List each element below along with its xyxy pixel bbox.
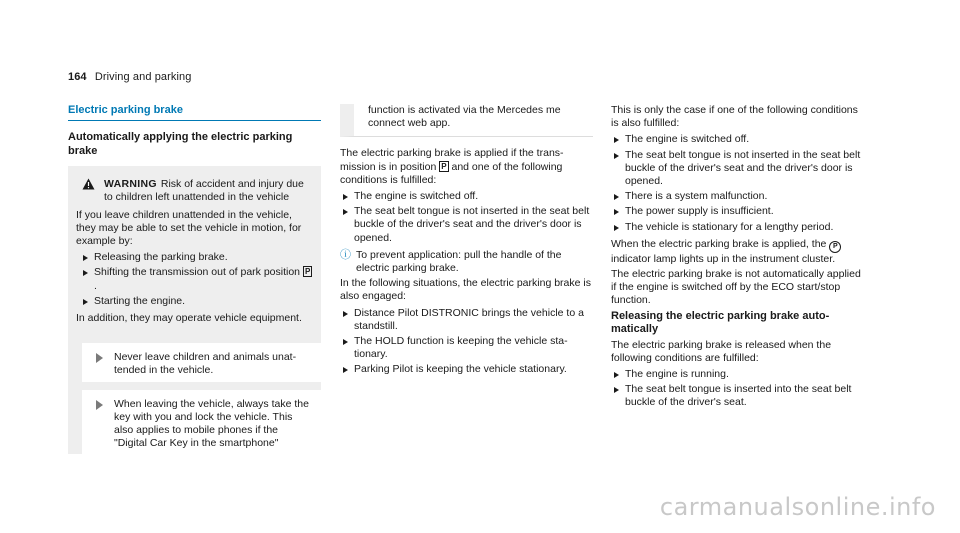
column-1	[68, 104, 321, 454]
warning-label: WARNING	[104, 178, 157, 191]
park-position-symbol: P	[304, 267, 311, 277]
warning-body: If you leave children unattended in the vehicle, they may be able to set the vehicle in motion, for example by:	[76, 208, 302, 248]
intro-paragraph: The electric parking brake is applied if the transmission is in position P and one of the following conditions is fulfilled:	[340, 147, 564, 186]
list-item: The engine is switched off.	[340, 190, 593, 203]
subhead-release: Releasing the electric parking brake automatically	[611, 309, 830, 336]
page-header	[68, 71, 192, 83]
info-icon: ⓘ	[340, 248, 351, 261]
play-triangle-icon	[96, 351, 114, 363]
release-conditions-list	[611, 368, 864, 410]
indicator-paragraph: When the electric parking brake is applied, the P indicator lamp lights up in the instrument cluster.	[611, 238, 864, 266]
eco-paragraph: The electric parking brake is not automatically applied if the engine is switched off by the ECO start/stop function.	[611, 268, 861, 307]
note-box	[68, 335, 321, 381]
note-text: When leaving the vehicle, always take the key with you and lock the vehicle. This also applies to mobile phones if the "Digital Car Key in the smartphone"	[114, 397, 309, 450]
conditions-list	[611, 133, 864, 233]
play-triangle-icon	[96, 398, 114, 410]
section-title: Electric parking brake	[68, 104, 321, 121]
note-continuation-text: function is activated via the Mercedes me connect web app.	[368, 104, 561, 130]
situations-paragraph: In the following situations, the electric parking brake is also engaged:	[340, 277, 591, 303]
condition-intro: This is only the case if one of the following conditions is also fulfilled:	[611, 104, 858, 130]
warning-list	[76, 251, 313, 308]
list-item: The seat belt tongue is not inserted in the seat belt buckle of the driver's seat and the driver's door is opened.	[340, 205, 593, 245]
list-item: The HOLD function is keeping the vehicle stationary.	[340, 335, 593, 361]
park-position-symbol: P	[441, 161, 447, 171]
warning-head-text: Risk of accident and injury due to children left unattended in the vehicle	[104, 178, 304, 204]
warning-box	[68, 166, 321, 335]
list-item: Starting the engine.	[76, 295, 313, 308]
release-paragraph: The electric parking brake is released when the following conditions are fulfilled:	[611, 338, 832, 364]
list-item: The seat belt tongue is not inserted in the seat belt buckle of the driver's seat and the driver's door is opened.	[611, 149, 864, 189]
page-number: 164	[68, 71, 87, 83]
note-continuation	[340, 104, 593, 137]
list-item: The engine is running.	[611, 368, 864, 381]
conditions-list	[340, 190, 593, 245]
list-item: There is a system malfunction.	[611, 190, 864, 203]
note-text: Never leave children and animals unattended in the vehicle.	[114, 351, 297, 377]
list-item: The vehicle is stationary for a lengthy period.	[611, 221, 864, 234]
subhead-auto-apply: Automatically applying the electric parking brake	[68, 131, 293, 157]
list-item: Releasing the parking brake.	[76, 251, 313, 264]
list-item: Parking Pilot is keeping the vehicle stationary.	[340, 363, 593, 376]
list-item: The power supply is insufficient.	[611, 205, 864, 218]
parking-brake-indicator-icon: P	[829, 241, 841, 253]
tip-text: To prevent application: pull the handle of the electric parking brake.	[356, 248, 562, 275]
section-name: Driving and parking	[94, 71, 192, 83]
warning-footer: In addition, they may operate vehicle equipment.	[76, 312, 302, 325]
situations-list	[340, 307, 593, 377]
list-item: The engine is switched off.	[611, 133, 864, 146]
watermark: carmanualsonline.info	[659, 493, 936, 521]
column-2	[340, 104, 593, 381]
tip	[340, 249, 593, 275]
warning-triangle-icon	[76, 178, 104, 190]
list-item: Distance Pilot DISTRONIC brings the vehicle to a standstill.	[340, 307, 593, 333]
column-3	[611, 104, 864, 414]
list-item: Shifting the transmission out of park position P.	[76, 266, 313, 292]
list-item: The seat belt tongue is inserted into the seat belt buckle of the driver's seat.	[611, 383, 864, 409]
note-box	[68, 382, 321, 455]
